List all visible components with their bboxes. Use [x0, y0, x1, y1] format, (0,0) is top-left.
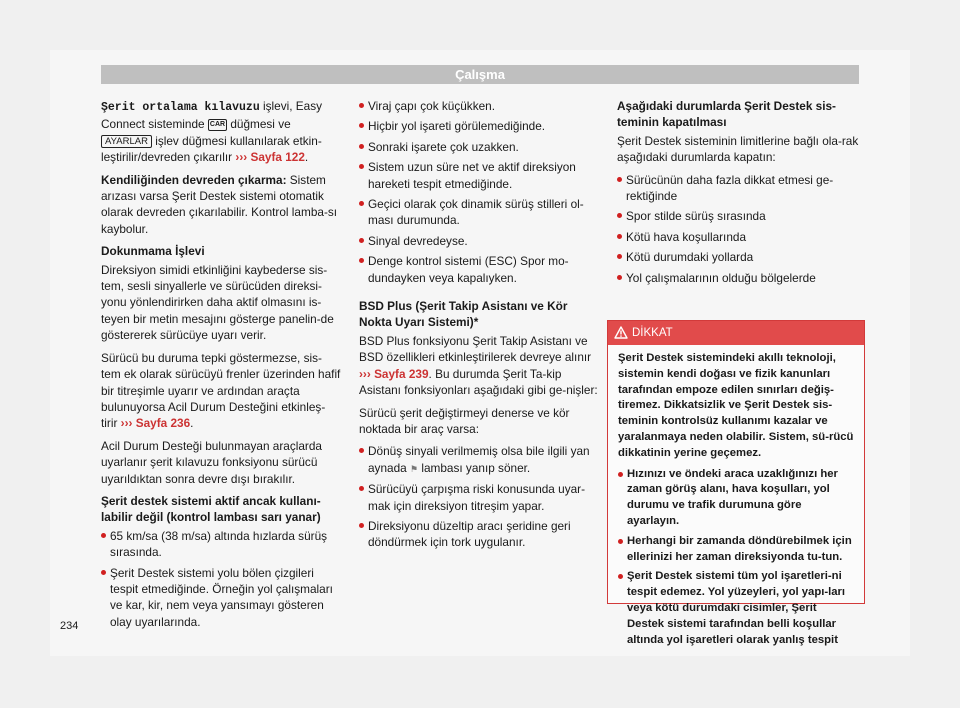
paragraph-no-emergency: Acil Durum Desteği bulunmayan araçlarda uyarlanır şerit kılavuzu fonksiyonu sürücü uyarıldıktan sonra devre dışı bırakılır.: [101, 438, 322, 486]
section-header: Çalışma: [101, 65, 859, 84]
car-button-icon: CAR: [208, 119, 227, 131]
function-name: Şerit ortalama kılavuzu: [101, 101, 260, 114]
list-item: Yol çalışmalarının olduğu bölgelerde: [617, 270, 863, 286]
list-item: Sistem uzun süre net ve aktif direksiyon hareketi tespit etmediğinde.: [359, 159, 603, 192]
list-item: Herhangi bir zamanda döndürebilmek için ellerinizi her zaman direksiyonda tu-tun.: [618, 534, 854, 566]
list-item: Hiçbir yol işareti görülemediğinde.: [359, 118, 603, 134]
list-item: Viraj çapı çok küçükken.: [359, 98, 603, 114]
page-number: 234: [60, 620, 79, 632]
warning-triangle-icon: [614, 326, 628, 339]
warning-header: [608, 321, 864, 345]
warning-title: DİKKAT: [632, 327, 673, 339]
list-item: Direksiyonu düzeltip aracı şeridine geri döndürmek için tork uygulanır.: [359, 518, 603, 551]
page-link[interactable]: ››› Sayfa 236: [120, 416, 191, 431]
list-item: Kötü hava koşullarında: [617, 229, 863, 245]
list-item: Sürücünün daha fazla dikkat etmesi ge-rektiğinde: [617, 172, 863, 205]
bullet-list: [359, 443, 603, 550]
list-item: 65 km/sa (38 m/sa) altında hızlarda sürüş sırasında.: [101, 528, 341, 561]
paragraph-lane-change: Sürücü şerit değiştirmeyi denerse ve kör noktada bir araç varsa:: [359, 405, 570, 436]
list-item: Sürücüyü çarpışma riski konusunda uyar-mak için direksiyon titreşim yapar.: [359, 481, 603, 514]
heading-active-not-available: Şerit destek sistemi aktif ancak kullanı-labilir değil (kontrol lambası sarı yanar): [101, 493, 321, 525]
warning-box: [607, 320, 865, 646]
list-item: Denge kontrol sistemi (ESC) Spor mo-dundayken veya kapalıyken.: [359, 253, 603, 286]
list-item: Dönüş sinyali verilmemiş olsa bile ilgili yan aynada ⚑ lambası yanıp söner.: [359, 443, 603, 477]
heading-bsd-plus: BSD Plus (Şerit Takip Asistanı ve Kör Nokta Uyarı Sistemi)*: [359, 299, 568, 330]
list-item: Şerit Destek sistemi tüm yol işaretleri-ni tespit edemez. Yol yüzeyleri, yol yapı-ları veya kötü durumdaki cisimler, Şerit Destek sistemi tarafından belli koşullar altında yol işaretleri olarak yanlış tespit: [618, 569, 854, 648]
paragraph-emergency-assist: Sürücü bu duruma tepki göstermezse, sis-tem ek olarak sürücüyü frenler üzerinden hafif bir titreşimle uyarır ve ardından araçta bulunuyorsa Acil Durum Desteğini etkinleş-tirir ››› Sayfa 236.: [101, 350, 341, 431]
warning-body: [608, 345, 864, 648]
list-item: Spor stilde sürüş sırasında: [617, 208, 863, 224]
heading-dokunmama: Dokunmama İşlevi: [101, 244, 205, 259]
bullet-list: [617, 172, 863, 286]
settings-key: AYARLAR: [101, 135, 152, 148]
list-item: Kötü durumdaki yollarda: [617, 249, 863, 265]
page-link[interactable]: ››› Sayfa 239: [359, 366, 429, 381]
list-item: Sonraki işarete çok uzakken.: [359, 139, 603, 155]
column-right: [617, 98, 863, 290]
page-link[interactable]: ››› Sayfa 122: [235, 150, 305, 165]
bullet-list: [359, 98, 603, 286]
paragraph-switch-off: Şerit Destek sisteminin limitlerine bağlı ola-rak aşağıdaki durumlarda kapatın:: [617, 133, 859, 165]
column-middle: [359, 98, 603, 555]
list-item: Sinyal devredeyse.: [359, 233, 603, 249]
warning-paragraph: Şerit Destek sistemindeki akıllı teknoloji, sistemin kendi doğası ve fizik kanunları tarafından empoze edilen sınırları değiş-tiremez. Dikkatsizlik ve Şerit Destek sis-teminin kontrolsüz kullanımı kazalar ve yaralanmaya neden olabilir. Sistem, sü-rücü dikkatinin yerine geçemez.: [618, 352, 854, 459]
bullet-list: [101, 528, 341, 630]
bullet-list: [618, 467, 854, 649]
heading-switch-off: Aşağıdaki durumlarda Şerit Destek sis-teminin kapatılması: [617, 99, 836, 130]
column-left: [101, 98, 341, 634]
list-item: Geçici olarak çok dinamik sürüş stilleri ol-ması durumunda.: [359, 196, 603, 229]
list-item: Hızınızı ve öndeki araca uzaklığınızı her zaman görüş alanı, hava koşulları, yol durumu ve trafik durumuna göre ayarlayın.: [618, 467, 854, 530]
paragraph-steering-warning: Direksiyon simidi etkinliğini kaybederse sis-tem, sesli sinyallerle ve sürücüden direksi-yonu yönlendirirken daha aktif olmasını is-teyen bir metin mesajını gösterge panelin-de göstererek sürücüye uyarı verir.: [101, 262, 334, 343]
mirror-lamp-icon: ⚑: [409, 463, 419, 474]
paragraph-lane-guidance: Şerit ortalama kılavuzu işlevi, Easy Connect sisteminde CAR düğmesi ve AYARLAR işlev düğmesi kullanılarak etkin-leştirilir/devreden çıkarılır ››› Sayfa 122.: [101, 99, 323, 165]
paragraph-bsd: BSD Plus fonksiyonu Şerit Takip Asistanı ve BSD özellikleri etkinleştirilerek devreye alınır ››› Sayfa 239. Bu durumda Şerit Ta-kip Asistanı fonksiyonları aşağıdaki gibi ge-nişler:: [359, 333, 598, 398]
paragraph-auto-disable: Kendiliğinden devreden çıkarma: Sistem arızası varsa Şerit Destek sistemi otomatik olarak devreden çıkarılabilir. Kontrol lamba-sı kaybolur.: [101, 172, 338, 236]
list-item: Şerit Destek sistemi yolu bölen çizgileri tespit etmediğinde. Örneğin yol çalışmaları ve kar, kir, nem veya yansımayı gösteren olay uyarılarında.: [101, 565, 341, 631]
